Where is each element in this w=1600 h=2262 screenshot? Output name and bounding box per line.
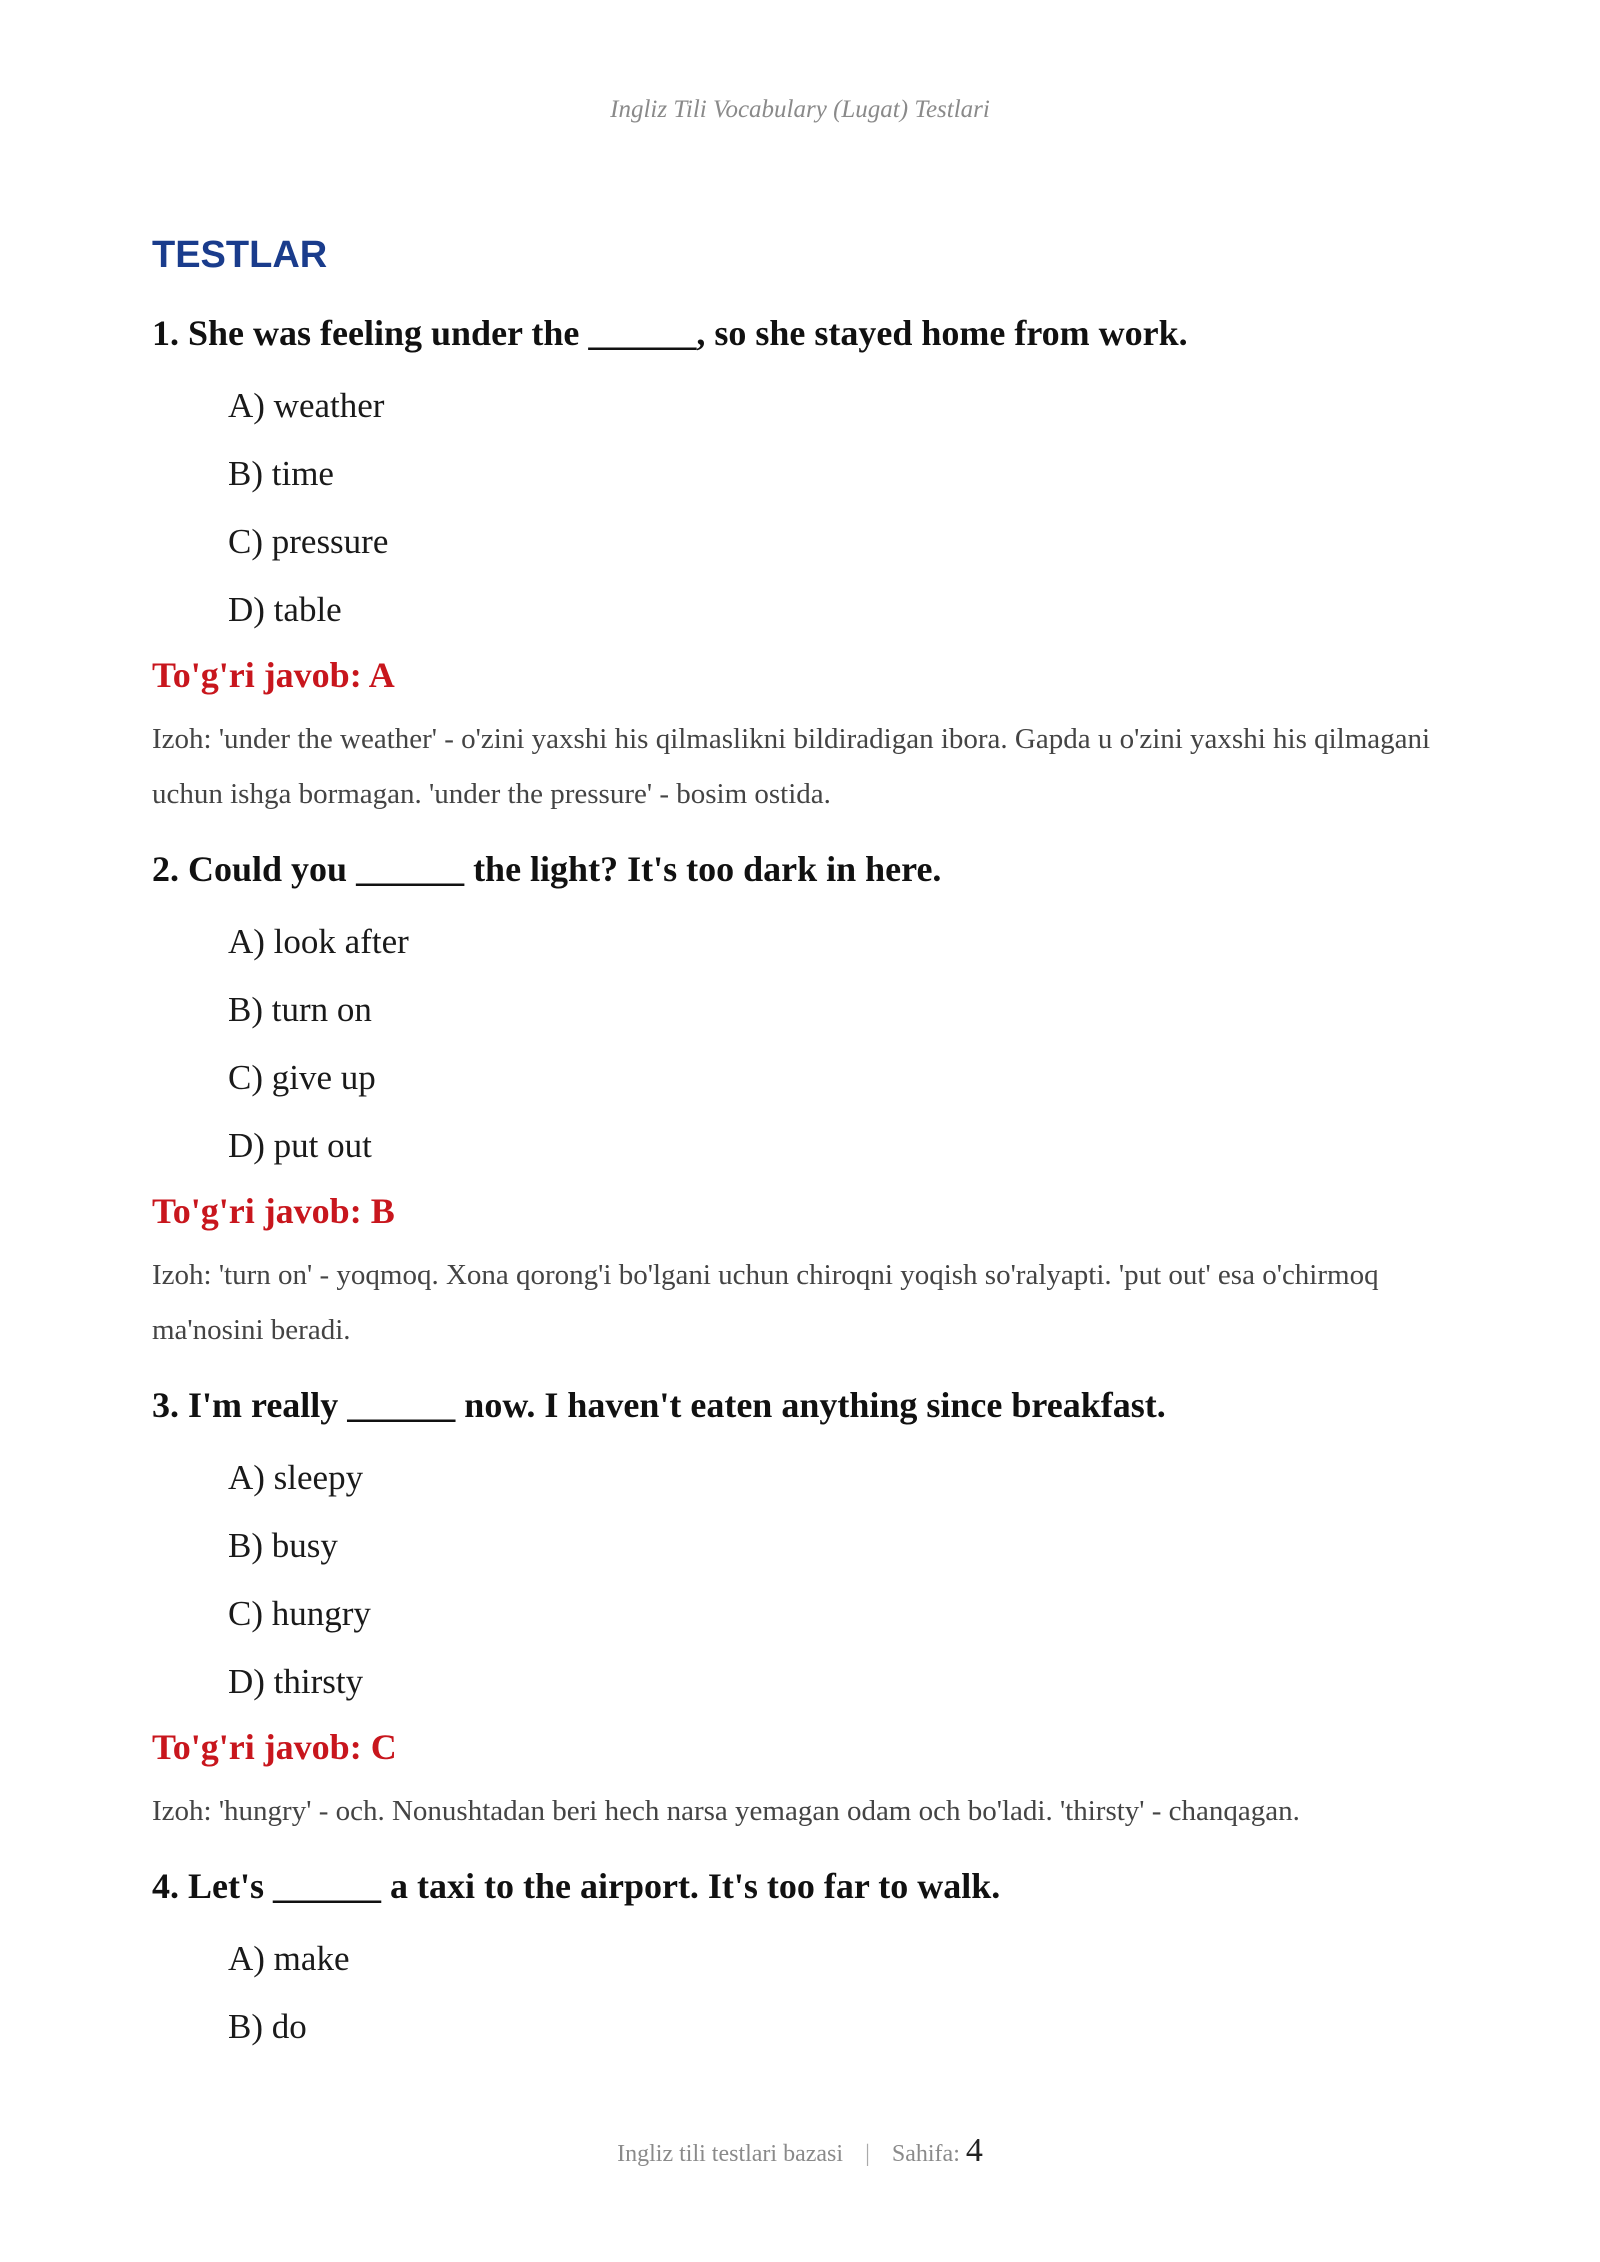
option-a: A) make (228, 1939, 350, 1978)
explanation: Izoh: 'under the weather' - o'zini yaxshi his qilmaslikni bildiradigan ibora. Gapda u o'zini yaxshi his qilmagani uchun ishga bormagan. 'under the pressure' - bosim ostida. (152, 723, 1431, 810)
option-c: C) pressure (228, 522, 389, 561)
section-title: TESTLAR (152, 234, 328, 276)
footer-label: Ingliz tili testlari bazasi (617, 2141, 844, 2167)
option-a: A) weather (228, 386, 385, 425)
explanation: Izoh: 'turn on' - yoqmoq. Xona qorong'i bo'lgani uchun chiroqni yoqish so'ralyapti. 'put out' esa o'chirmoq ma'nosini beradi. (152, 1259, 1379, 1346)
option-c: C) give up (228, 1058, 376, 1097)
explanation: Izoh: 'hungry' - och. Nonushtadan beri hech narsa yemagan odam och bo'ladi. 'thirsty' - chanqagan. (152, 1795, 1300, 1827)
option-c: C) hungry (228, 1594, 371, 1633)
question-block-4 (152, 1861, 1452, 2061)
question-text: 3. I'm really ______ now. I haven't eaten anything since breakfast. (152, 1385, 1166, 1425)
option-d: D) table (228, 590, 342, 629)
options-list (228, 1925, 1452, 2061)
options-list (228, 908, 1452, 1180)
option-a: A) sleepy (228, 1458, 364, 1497)
options-list (228, 1444, 1452, 1716)
question-text: 4. Let's ______ a taxi to the airport. It's too far to walk. (152, 1866, 1001, 1906)
question-block-3 (152, 1380, 1452, 1839)
question-text: 2. Could you ______ the light? It's too dark in here. (152, 849, 942, 889)
options-list (228, 372, 1452, 644)
option-b: B) busy (228, 1526, 338, 1565)
option-d: D) put out (228, 1126, 372, 1165)
option-b: B) time (228, 454, 334, 493)
running-header: Ingliz Tili Vocabulary (Lugat) Testlari (610, 96, 990, 123)
question-text: 1. She was feeling under the ______, so she stayed home from work. (152, 313, 1188, 353)
option-d: D) thirsty (228, 1662, 364, 1701)
page-label: Sahifa: (891, 2141, 960, 2167)
correct-answer: To'g'ri javob: A (152, 655, 395, 695)
footer-separator: | (865, 2141, 870, 2167)
option-b: B) turn on (228, 990, 372, 1029)
option-b: B) do (228, 2007, 307, 2046)
running-footer (0, 2132, 1600, 2170)
question-block-1 (152, 308, 1452, 822)
page-content (152, 228, 1452, 2061)
page-number: 4 (965, 2132, 983, 2169)
correct-answer: To'g'ri javob: B (152, 1191, 395, 1231)
correct-answer: To'g'ri javob: C (152, 1727, 397, 1767)
option-a: A) look after (228, 922, 409, 961)
question-block-2 (152, 844, 1452, 1358)
